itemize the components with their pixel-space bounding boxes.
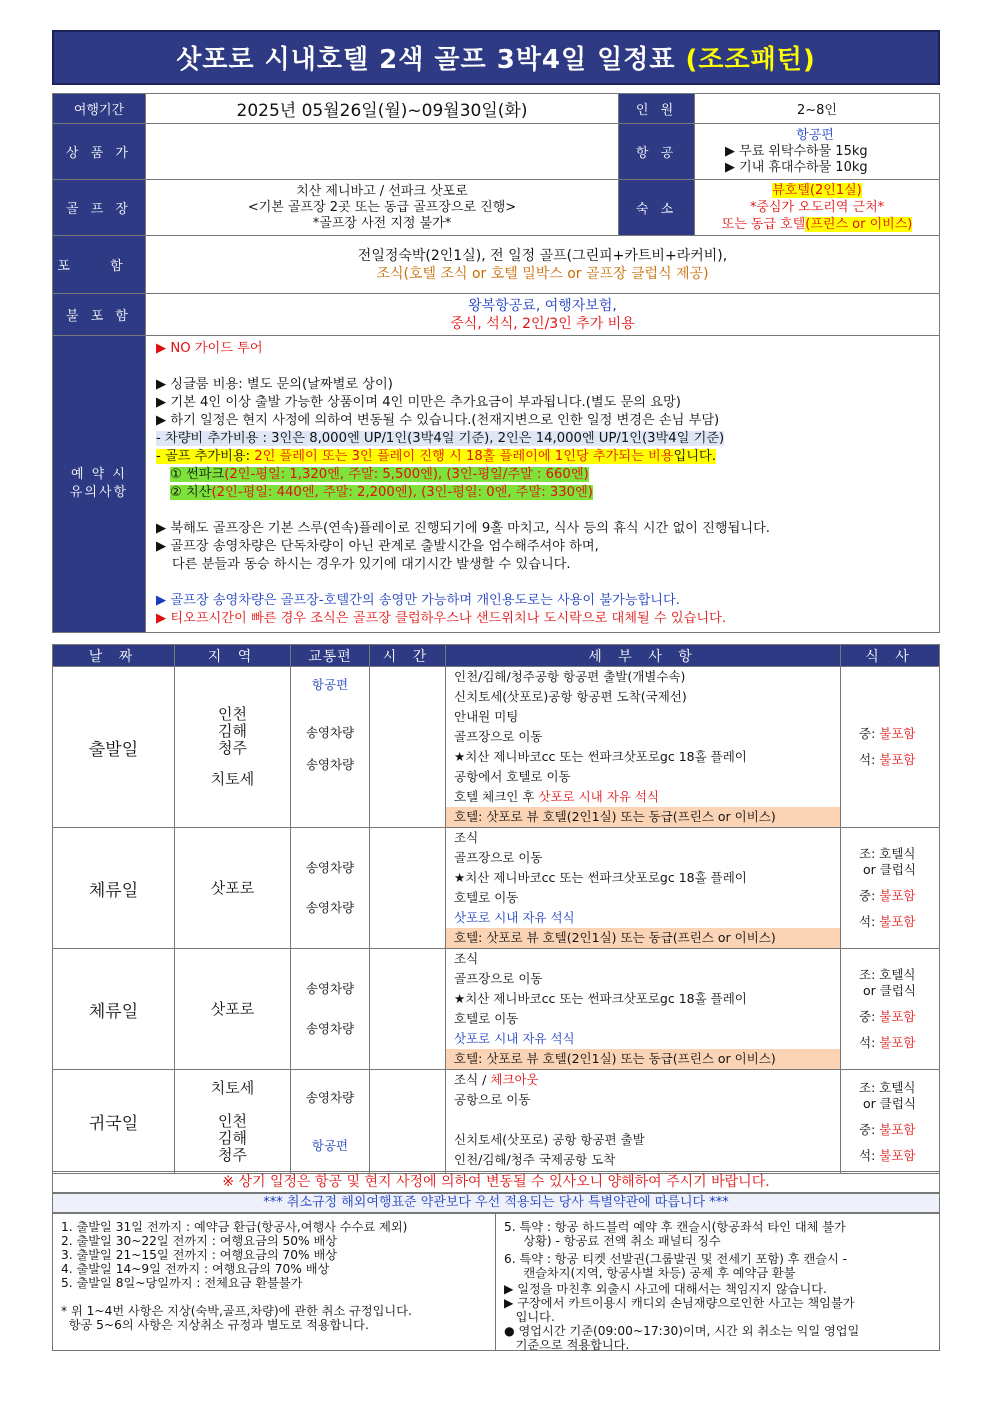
meal-lunch-label: 중:: [859, 888, 880, 903]
detail-line: 인천/김해/청주공항 항공편 출발(개별수속): [454, 669, 686, 684]
day-time: [370, 667, 446, 828]
meal-lunch-label: 중:: [859, 1121, 880, 1137]
transport-line: 송영차량: [305, 860, 355, 875]
price-value: [146, 124, 619, 180]
detail-line: 공항에서 호텔로 이동: [454, 769, 571, 784]
meal-lunch-label: 중:: [859, 726, 880, 741]
people-label: 인 원: [619, 94, 695, 124]
day-time: [370, 828, 446, 949]
meal-dinner-label: 석:: [859, 752, 880, 767]
stay-line-2: *중심가 오도리역 근처*: [749, 200, 885, 215]
detail-line: [446, 787, 840, 807]
air-label: 항 공: [619, 124, 695, 180]
notice-sunpark-price: (2인-평일: 1,320엔, 주말: 5,500엔), (3인-평일/주말 : 660엔): [224, 467, 589, 482]
col-date: 날 짜: [53, 645, 175, 667]
col-meals: 식 사: [841, 645, 940, 667]
day-transport: [291, 1070, 370, 1174]
location-line: 청주: [218, 1145, 247, 1164]
location-line: 김해: [218, 1128, 247, 1147]
cancel-rule-item: 4. 출발일 14~9일 전까지 : 여행요금의 70% 배상: [61, 1262, 330, 1276]
transport-line: 항공편: [311, 1137, 349, 1153]
golf-label: 골 프 장: [53, 180, 146, 236]
schedule-day-2: [53, 828, 940, 949]
transport-line: 송영차량: [305, 1089, 355, 1105]
detail-line: 신치토세(삿포로)공항 항공편 도착(국제선): [454, 689, 687, 704]
schedule-table: [52, 644, 940, 1174]
notice-label-2: 유의사항: [69, 485, 129, 500]
meal-lunch: 불포함: [879, 726, 916, 741]
stay-line-4: (프린스 or 이비스): [805, 217, 913, 232]
transport-line: 송영차량: [305, 900, 355, 915]
include-line-2: 조식(호텔 조식 or 호텔 밀박스 or 골프장 클럽식 제공): [376, 265, 709, 282]
day-transport: [291, 828, 370, 949]
golf-info: [146, 180, 619, 236]
notice-min-people: ▶ 기본 4인 이상 출발 가능한 상품이며 4인 미만은 추가요금이 부과됩니다.(별도 문의 요망): [156, 395, 681, 410]
detail-line: 골프장으로 이동: [454, 850, 543, 865]
include-label: 포 함: [53, 236, 146, 294]
exclude-label: 불 포 함: [53, 294, 146, 336]
day-details: [446, 949, 841, 1070]
cancel-rule-item: 1. 출발일 31일 전까지 : 예약금 환급(항공사,여행사 수수료 제외): [61, 1220, 408, 1234]
cancel-rule-item: 3. 출발일 21~15일 전까지 : 여행요금의 70% 배상: [61, 1248, 337, 1262]
special-term-item: ● 영업시간 기준(09:00~17:30)이며, 시간 외 취소는 익일 영업일: [504, 1324, 860, 1338]
air-line-3: ▶ 기내 휴대수하물 10kg: [725, 159, 868, 175]
transport-line: 송영차량: [305, 981, 355, 996]
special-term-item: 상황) - 항공료 전액 취소 패널티 징수: [504, 1234, 721, 1248]
meal-breakfast-alt: or 클럽식: [863, 862, 916, 877]
location-line: 인천: [218, 705, 247, 723]
title-highlight: (조조패턴): [685, 45, 816, 75]
notice-chisan-label: ② 치산: [170, 485, 212, 500]
col-details: 세 부 사 항: [446, 645, 841, 667]
notice-shuttle-use: 골프장 송영차량은 골프장-호텔간의 송영만 가능하며 개인용도로는 사용이 불가능합니다.: [170, 593, 680, 608]
detail-line: 골프장으로 이동: [454, 971, 543, 986]
day-time: [370, 949, 446, 1070]
day-transport: [291, 667, 370, 828]
special-term-item: 캔슬차지(지역, 항공사별 차등) 공제 후 예약금 환불: [504, 1266, 796, 1280]
location-line: 치토세: [210, 770, 255, 788]
meal-dinner: 불포함: [879, 1035, 916, 1050]
detail-line: ★치산 제니바코cc 또는 썬파크삿포로gc 18홀 플레이: [454, 749, 747, 764]
detail-line: 호텔로 이동: [454, 1011, 519, 1026]
detail-breakfast: 조식 /: [454, 1072, 491, 1087]
detail-line: [446, 1110, 840, 1130]
meal-dinner-label: 석:: [859, 1035, 880, 1050]
detail-line: 인천/김해/청주 국제공항 도착: [454, 1152, 616, 1167]
detail-line: 골프장으로 이동: [454, 729, 543, 744]
day-meals: [841, 1070, 940, 1174]
detail-hotel: 호텔: 삿포로 뷰 호텔(2인1실) 또는 동급(프린스 or 이비스): [446, 1049, 840, 1069]
air-line-1: 항공편: [796, 127, 834, 143]
meal-lunch: 불포함: [879, 1121, 916, 1137]
detail-line: 조식: [454, 830, 479, 845]
special-term-item: ▶ 일정을 마친후 외출시 사고에 대해서는 책임지지 않습니다.: [504, 1282, 827, 1296]
schedule-day-4: [53, 1070, 940, 1174]
col-time: 시 간: [370, 645, 446, 667]
special-term-item: 기준으로 적용합니다.: [504, 1338, 630, 1352]
price-label: 상 품 가: [53, 124, 146, 180]
detail-checkout: 체크아웃: [490, 1072, 539, 1087]
location-line: 인천: [218, 1111, 247, 1130]
stay-info: [695, 180, 940, 236]
exclude-info: [146, 294, 940, 336]
notice-no-guide: ▶ NO 가이드 투어: [156, 341, 263, 356]
notice-arrow-red-icon: ▶: [156, 611, 171, 626]
cancel-policy-right: [496, 1214, 939, 1350]
day-details: [446, 1070, 841, 1174]
schedule-day-3: [53, 949, 940, 1070]
title-main: 삿포로 시내호텔 2색 골프 3박4일 일정표: [176, 45, 676, 75]
notice-golf-cost-text: 2인 플레이 또는 3인 플레이 진행 시 18홀 플레이에 1인당 추가되는 비용: [254, 449, 674, 464]
detail-line: ★치산 제니바코cc 또는 썬파크삿포로gc 18홀 플레이: [454, 991, 747, 1006]
transport-line: 송영차량: [305, 757, 355, 772]
stay-label: 숙 소: [619, 180, 695, 236]
day-time: [370, 1070, 446, 1174]
exclude-line-1: 왕복항공료, 여행자보험,: [468, 297, 617, 314]
day-label: 출발일: [53, 667, 175, 828]
day-location: [175, 667, 291, 828]
schedule-day-1: [53, 667, 940, 828]
meal-dinner-label: 석:: [859, 914, 880, 929]
notice-sunpark-label: ① 썬파크: [170, 467, 225, 482]
notice-single-room: ▶ 싱글룸 비용: 별도 문의(날짜별로 상이): [156, 377, 393, 392]
cancel-policy-left: [53, 1214, 496, 1350]
notice-arrow-blue-icon: ▶: [156, 593, 171, 608]
special-term-item: ▶ 구장에서 카트이용시 캐디외 손님재량으로인한 사고는 책임불가: [504, 1296, 855, 1310]
day-meals: [841, 667, 940, 828]
info-table: [52, 93, 940, 633]
day-location: [175, 1070, 291, 1174]
location-line: 치토세: [210, 1078, 255, 1097]
transport-line: 항공편: [311, 677, 349, 692]
detail-line: 호텔로 이동: [454, 890, 519, 905]
meal-breakfast: 조: 호텔식: [859, 846, 916, 861]
detail-line: 안내원 미팅: [454, 709, 519, 724]
notice-wait-time: 다른 분들과 동승 하시는 경우가 있기에 대기시간 발생할 수 있습니다.: [172, 557, 571, 572]
cancel-rule-item: 2. 출발일 30~22일 전까지 : 여행요금의 50% 배상: [61, 1234, 337, 1248]
air-line-2: ▶ 무료 위탁수하물 15kg: [725, 143, 868, 159]
detail-line: 조식: [454, 951, 479, 966]
special-term-item: 5. 특약 : 항공 하드블럭 예약 후 캔슬시(항공좌석 타인 대체 불가: [504, 1220, 846, 1234]
col-region: 지 역: [175, 645, 291, 667]
notice-label: [53, 336, 146, 633]
day-label: 체류일: [53, 949, 175, 1070]
page-title: [52, 30, 940, 85]
period-value: 2025년 05월26일(월)~09월30일(화): [146, 94, 619, 124]
meal-lunch: 불포함: [879, 1009, 916, 1024]
notice-golf-cost-label: - 골프 추가비용:: [156, 449, 255, 464]
cancel-rule-title: *** 취소규정 해외여행표준 약관보다 우선 적용되는 당사 특별약관에 따릅니다 ***: [52, 1193, 940, 1213]
location-line: 청주: [218, 739, 247, 757]
schedule-change-notice: ※ 상기 일정은 항공 및 현지 사정에 의하여 변동될 수 있사오니 양해하여 주시기 바랍니다.: [52, 1171, 940, 1193]
notice-label-1: 예 약 시: [71, 467, 127, 482]
cancel-rule-note: * 위 1~4번 사항은 지상(숙박,골프,차량)에 관한 취소 규정입니다.: [61, 1304, 412, 1318]
day-label: 귀국일: [53, 1070, 175, 1174]
period-label: 여행기간: [53, 94, 146, 124]
location-line: 김해: [218, 722, 247, 740]
col-transport: 교통편: [291, 645, 370, 667]
detail-dinner: 삿포로 시내 자유 석식: [538, 789, 659, 804]
day-location: 삿포로: [175, 828, 291, 949]
day-meals: [841, 949, 940, 1070]
transport-line: 송영차량: [305, 1021, 355, 1036]
detail-line: 공항으로 이동: [454, 1092, 531, 1107]
cancel-rule-item: 5. 출발일 8일~당일까지 : 전체요금 환불불가: [61, 1276, 303, 1290]
meal-dinner: 불포함: [879, 1147, 916, 1163]
detail-hotel: 호텔: 삿포로 뷰 호텔(2인1실) 또는 동급(프린스 or 이비스): [446, 807, 840, 827]
include-line-1: 전일정숙박(2인1실), 전 일정 골프(그린피+카트비+라커비),: [357, 247, 728, 264]
air-info: [695, 124, 940, 180]
notice-schedule-change: ▶ 하기 일정은 현지 사정에 의하여 변동될 수 있습니다.(천재지변으로 인한 일정 변경은 손님 부담): [156, 413, 720, 428]
day-location: 삿포로: [175, 949, 291, 1070]
detail-line: 삿포로 시내 자유 석식: [454, 1031, 575, 1046]
detail-line: 신치토세(삿포로) 공항 항공편 출발: [454, 1132, 645, 1147]
notice-golf-cost-end: 입니다.: [673, 449, 716, 464]
stay-line-3: 또는 동급 호텔: [721, 217, 806, 232]
meal-dinner-label: 석:: [859, 1147, 880, 1163]
notice-list: [146, 336, 940, 633]
meal-dinner: 불포함: [879, 752, 916, 767]
include-info: [146, 236, 940, 294]
meal-breakfast-alt: or 클럽식: [863, 983, 916, 998]
golf-line-2: <기본 골프장 2곳 또는 동급 골프장으로 진행>: [247, 199, 517, 215]
detail-line: 삿포로 시내 자유 석식: [454, 910, 575, 925]
notice-through-play: ▶ 북해도 골프장은 기본 스루(연속)플레이로 진행되기에 9홀 마치고, 식사 등의 휴식 시간 없이 진행됩니다.: [156, 521, 771, 536]
detail-checkin: 호텔 체크인 후: [454, 789, 539, 804]
meal-dinner: 불포함: [879, 914, 916, 929]
special-term-item: 입니다.: [504, 1310, 555, 1324]
golf-line-1: 치산 제니바고 / 선파크 삿포로: [296, 183, 468, 199]
golf-line-3: *골프장 사전 지정 불가*: [312, 215, 452, 231]
transport-line: 송영차량: [305, 725, 355, 740]
notice-shuttle-time: ▶ 골프장 송영차량은 단독차량이 아닌 관계로 출발시간을 엄수해주셔야 하며,: [156, 539, 599, 554]
meal-breakfast: 조: 호텔식: [859, 1079, 916, 1095]
notice-early-teeoff: 티오프시간이 빠른 경우 조식은 골프장 클럽하우스나 샌드위치나 도시락으로 대체될 수 있습니다.: [170, 611, 727, 626]
notice-chisan-price: (2인-평일: 440엔, 주말: 2,200엔), (3인-평일: 0엔, 주말: 330엔): [211, 485, 593, 500]
meal-lunch-label: 중:: [859, 1009, 880, 1024]
day-meals: [841, 828, 940, 949]
day-label: 체류일: [53, 828, 175, 949]
day-transport: [291, 949, 370, 1070]
notice-vehicle-cost: - 차량비 추가비용 : 3인은 8,000엔 UP/1인(3박4일 기준), 2인은 14,000엔 UP/1인(3박4일 기준): [156, 431, 725, 446]
people-value: 2~8인: [695, 94, 940, 124]
cancel-rule-note: 항공 5~6의 사항은 지상취소 규정과 별도로 적용합니다.: [61, 1318, 369, 1332]
day-details: [446, 667, 841, 828]
detail-line: ★치산 제니바코cc 또는 썬파크삿포로gc 18홀 플레이: [454, 870, 747, 885]
cancel-policy: [52, 1213, 940, 1351]
special-term-item: 6. 특약 : 항공 티켓 선발권(그룹발권 및 전세기 포함) 후 캔슬시 -: [504, 1252, 848, 1266]
day-details: [446, 828, 841, 949]
detail-hotel: 호텔: 삿포로 뷰 호텔(2인1실) 또는 동급(프린스 or 이비스): [446, 928, 840, 948]
exclude-line-2: 중식, 석식, 2인/3인 추가 비용: [450, 315, 635, 332]
stay-line-1: 뷰호텔(2인1실): [772, 183, 862, 198]
detail-line: [446, 1070, 840, 1090]
meal-breakfast: 조: 호텔식: [859, 967, 916, 982]
meal-lunch: 불포함: [879, 888, 916, 903]
meal-breakfast-alt: or 클럽식: [863, 1095, 916, 1111]
